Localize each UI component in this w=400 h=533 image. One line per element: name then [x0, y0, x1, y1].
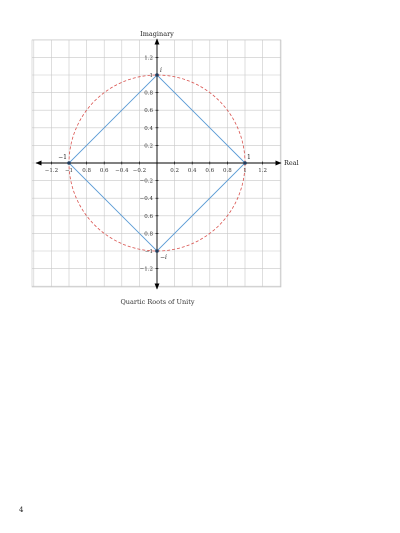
x-axis-label: Real — [284, 159, 299, 167]
x-tick-label: 0.8 — [82, 168, 91, 174]
root-label: −1 — [58, 154, 67, 161]
x-tick-label: 0.4 — [187, 168, 197, 174]
root-label: i — [160, 67, 162, 74]
root-label: 1 — [247, 154, 251, 161]
y-tick-label: 0.2 — [144, 143, 153, 150]
x-tick-label: 0.8 — [223, 168, 232, 174]
x-tick-label: −0.4 — [115, 168, 129, 174]
y-tick-label: 1 — [149, 73, 153, 79]
y-axis-label: Imaginary — [140, 30, 174, 38]
y-tick-label: −0.2 — [139, 178, 153, 185]
tick-labels — [45, 55, 267, 272]
root-point — [243, 161, 247, 165]
y-tick-label: 1.2 — [144, 55, 153, 62]
x-tick-label: 0.6 — [99, 168, 109, 174]
figure-caption: Quartic Roots of Unity — [120, 298, 195, 306]
y-tick-label: −1.2 — [139, 266, 153, 273]
x-tick-label: −1.2 — [44, 168, 59, 174]
root-label: −i — [160, 254, 167, 261]
y-tick-label: 0.8 — [144, 231, 153, 238]
y-tick-label: −1 — [144, 249, 153, 255]
x-tick-label: −0.2 — [132, 168, 147, 174]
y-tick-label: 0.4 — [144, 125, 153, 132]
y-tick-label: 0.6 — [144, 213, 153, 220]
points — [58, 67, 251, 261]
x-tick-label: 0.6 — [205, 168, 215, 174]
y-tick-label: 0.8 — [144, 90, 153, 97]
x-tick-label: 1 — [243, 168, 247, 174]
y-tick-label: −0.4 — [139, 196, 153, 203]
root-point — [155, 73, 159, 77]
x-tick-label: −1 — [64, 168, 74, 174]
page-number: 4 — [19, 506, 24, 514]
x-tick-label: 0.2 — [170, 168, 179, 174]
x-tick-label: 1.2 — [258, 168, 267, 174]
root-point — [67, 161, 71, 165]
y-tick-label: 0.6 — [144, 108, 153, 115]
root-point — [155, 249, 159, 253]
